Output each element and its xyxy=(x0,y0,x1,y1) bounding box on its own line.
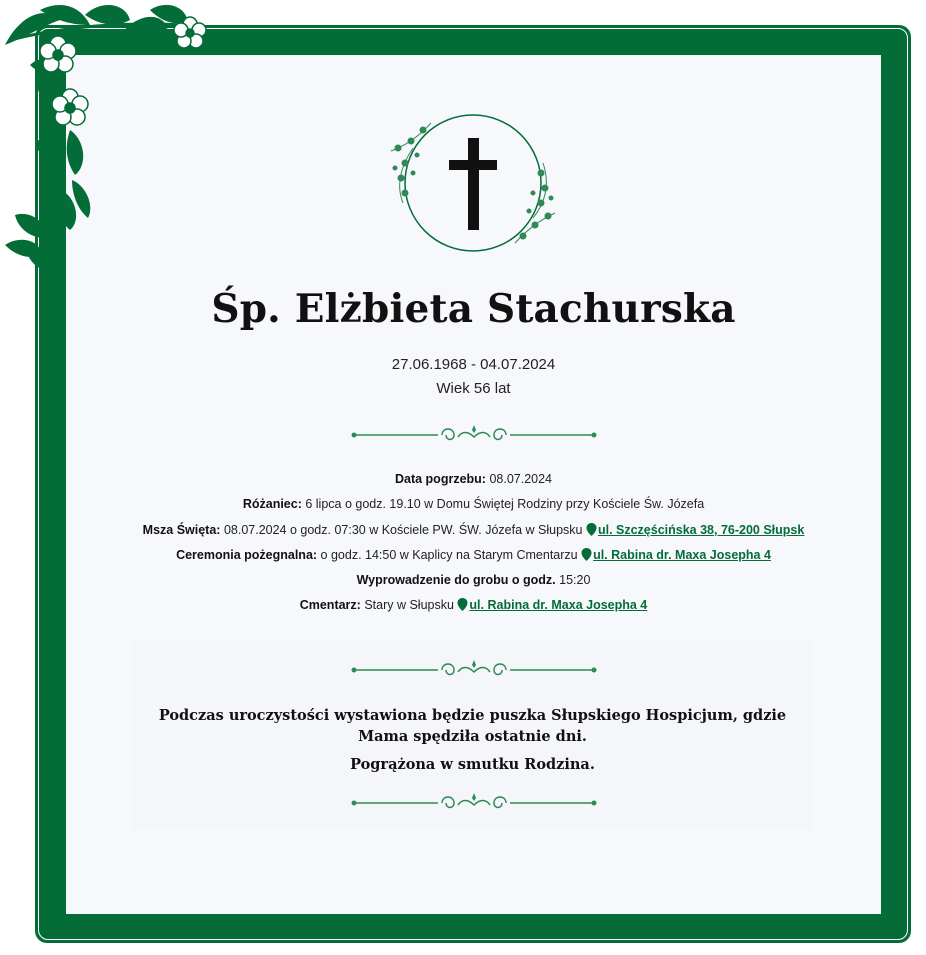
funeral-date-value: 08.07.2024 xyxy=(485,472,553,486)
procession-line xyxy=(66,573,881,587)
floral-corner-icon xyxy=(0,0,215,280)
cemetery-line xyxy=(66,598,881,612)
funeral-date-label: Data pogrzebu: xyxy=(394,472,486,486)
map-pin-icon xyxy=(457,598,468,611)
mass-line xyxy=(66,523,881,537)
mass-value: 08.07.2024 o godz. 07:30 w Kościele PW. ŚW. Józefa w Słupsku xyxy=(220,523,586,537)
cross-icon xyxy=(449,138,497,230)
mass-label: Msza Święta: xyxy=(142,523,221,537)
ceremony-line xyxy=(66,548,881,562)
map-pin-icon xyxy=(581,548,592,561)
procession-value: 15:20 xyxy=(555,573,591,587)
ceremony-value: o godz. 14:50 w Kaplicy na Starym Cmentarzu xyxy=(317,548,582,562)
cemetery-value: Stary w Słupsku xyxy=(360,598,458,612)
note-box-footer xyxy=(97,832,867,902)
ceremony-label: Ceremonia pożegnalna: xyxy=(176,548,318,562)
funeral-date-line xyxy=(66,472,881,486)
rosary-line xyxy=(66,497,881,511)
cemetery-address-link[interactable]: ul. Rabina dr. Maxa Josepha 4 xyxy=(469,598,648,612)
procession-label: Wyprowadzenie do grobu o godz. xyxy=(356,573,556,587)
family-note: Pogrążona w smutku Rodzina. xyxy=(350,756,595,773)
mass-address-link[interactable]: ul. Szczęścińska 38, 76-200 Słupsk xyxy=(597,523,805,537)
rosary-value: 6 lipca o godz. 19.10 w Domu Świętej Rodziny przy Kościele Św. Józefa xyxy=(301,497,705,511)
ornament-divider-icon xyxy=(350,658,598,682)
map-pin-icon xyxy=(586,523,597,536)
deceased-name: Śp. Elżbieta Stachurska xyxy=(211,286,736,332)
cross-emblem xyxy=(383,103,563,263)
cemetery-label: Cmentarz: xyxy=(299,598,361,612)
ornament-divider-icon xyxy=(350,791,598,815)
rosary-label: Różaniec: xyxy=(242,497,302,511)
age-text: Wiek 56 lat xyxy=(436,380,511,397)
ornament-divider-icon xyxy=(350,423,598,447)
life-dates: 27.06.1968 - 04.07.2024 xyxy=(391,356,556,373)
hospice-note: Podczas uroczystości wystawiona będzie puszka Słupskiego Hospicjum, gdzie Mama spędziła ostatnie dni. xyxy=(158,707,787,745)
ceremony-address-link[interactable]: ul. Rabina dr. Maxa Josepha 4 xyxy=(593,548,771,562)
